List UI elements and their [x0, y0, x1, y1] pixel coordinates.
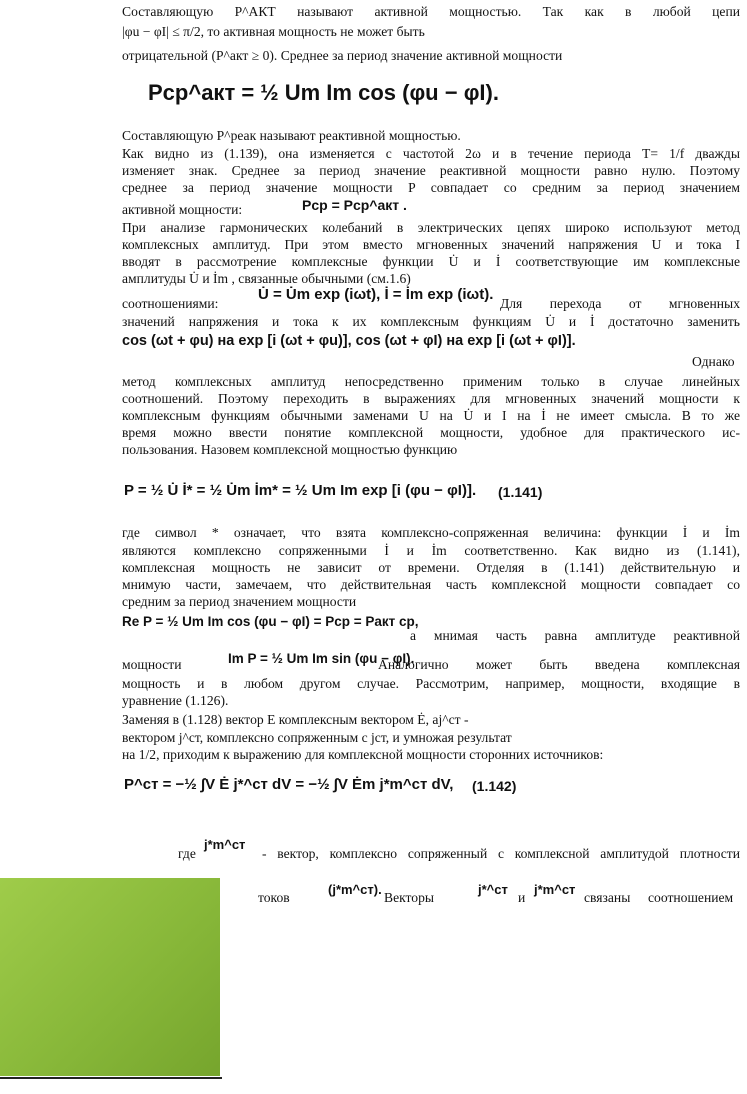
text-line: на 1/2, приходим к выражению для комплексной мощности сторонних источников:: [122, 747, 604, 762]
text-line: активной мощности:: [122, 202, 243, 217]
text-line: Однако: [692, 354, 735, 369]
text-line: значений напряжения и тока к их комплексным функциям U̇ и İ достаточно заменить: [122, 314, 740, 329]
text-line: комплексная мощность не зависит от времени. Отделяя в (1.141) действительную и: [122, 560, 740, 575]
formula-replacement: cos (ωt + φu) на exp [i (ωt + φu)], cos (ωt + φI) на exp [i (ωt + φI)].: [122, 333, 576, 349]
text-line: среднее за период значение мощности P совпадает со средним за период значением: [122, 180, 740, 195]
formula-power-equality: Pср = Pср^акт .: [302, 197, 407, 213]
formula-complex-power: P = ½ U̇ İ* = ½ U̇m İm* = ½ Um Im exp [i (φu − φI)].: [124, 482, 477, 499]
decorative-green-block: [0, 878, 220, 1076]
text-line: Заменяя в (1.128) вектор E комплексным вектором Ė, aj^ст -: [122, 712, 469, 727]
text-line: являются комплексно сопряженными İ и İm соответственно. Как видно из (1.141),: [122, 543, 740, 558]
text-line: уравнение (1.126).: [122, 693, 229, 708]
text-line: и: [518, 890, 526, 905]
formula-jm-conjugate-2: j*m^ст: [534, 882, 576, 897]
text-line: Векторы: [384, 890, 435, 905]
text-line: Составляющую P^АКТ называют активной мощностью. Так как в любой цепи: [122, 4, 740, 19]
formula-jm-paren: (j*m^ст).: [328, 882, 382, 897]
text-line: соотношениями:: [122, 296, 219, 311]
formula-average-active-power: Pср^акт = ½ Um Im cos (φu − φI).: [148, 80, 499, 105]
text-line: мощности: [122, 657, 182, 672]
text-line: комплексным функциям обычными заменами U на U̇ и I на İ не имеет смысла. В то же: [122, 408, 740, 423]
text-line: комплексных амплитуд. При этом вместо мгновенных значений напряжения U и тока I: [122, 237, 740, 252]
text-line: соотношений. Поэтому переходить в выражениях для мгновенных значений мощности к: [122, 391, 740, 406]
formula-imag-part: Im P = ½ Um Im sin (φu − φI).: [228, 651, 415, 666]
text-line: Аналогично может быть введена комплексная: [378, 657, 740, 672]
text-line: мощность и в любом другом случае. Рассмотрим, например, мощности, входящие в: [122, 676, 740, 691]
text-line: токов: [258, 890, 290, 905]
equation-number: (1.142): [472, 778, 517, 794]
text-line: изменяет знак. Среднее за период значение реактивной мощности равно нулю. Поэтому: [122, 163, 740, 178]
formula-external-power: P^ст = −½ ∫V Ė j*^ст dV = −½ ∫V Ėm j*m^ст dV,: [124, 776, 454, 793]
text-line: |φu − φI| ≤ π/2, то активная мощность не может быть: [122, 24, 425, 39]
text-line: - вектор, комплексно сопряженный с комплексной амплитудой плотности: [262, 846, 740, 861]
text-line: вектором j^ст, комплексно сопряженным с jст, и умножая результат: [122, 730, 512, 745]
formula-j-conjugate: j*^ст: [478, 882, 508, 897]
formula-real-part: Re P = ½ Um Im cos (φu − φI) = Pср = Pакт ср,: [122, 614, 419, 629]
text-line: Составляющую P^реак называют реактивной мощностью.: [122, 128, 461, 143]
text-line: Для перехода от мгновенных: [500, 296, 740, 311]
footer-rule: [0, 1077, 222, 1079]
text-line: вводят в рассмотрение комплексные функции U̇ и İ соответствующие им комплексные: [122, 254, 740, 269]
text-line: При анализе гармонических колебаний в электрических цепях широко используют метод: [122, 220, 740, 235]
text-line: метод комплексных амплитуд непосредственно применим только в случае линейных: [122, 374, 740, 389]
text-line: амплитуды U̇ и İm , связанные обычными (см.1.6): [122, 271, 411, 286]
formula-complex-relations: U̇ = U̇m exp (iωt), İ = İm exp (iωt).: [258, 286, 494, 303]
text-line: Как видно из (1.139), она изменяется с частотой 2ω и в течение периода T= 1/f дважды: [122, 146, 740, 161]
text-line: соотношением: [648, 890, 734, 905]
equation-number: (1.141): [498, 484, 543, 500]
text-line: средним за период значением мощности: [122, 594, 357, 609]
text-line: связаны: [584, 890, 631, 905]
text-line: а мнимая часть равна амплитуде реактивной: [410, 628, 740, 643]
text-line: пользования. Назовем комплексной мощностью функцию: [122, 442, 458, 457]
text-line: где символ * означает, что взята комплексно-сопряженная величина: функции İ и İm: [122, 525, 740, 540]
text-line: отрицательной (P^акт ≥ 0). Среднее за период значение активной мощности: [122, 48, 563, 63]
text-line: мнимую части, замечаем, что действительная часть комплексной мощности совпадает со: [122, 577, 740, 592]
text-line: где: [178, 846, 196, 861]
formula-jm-conjugate: j*m^ст: [204, 837, 246, 852]
text-line: время можно ввести понятие комплексной мощности, удобное для практического ис-: [122, 425, 740, 440]
